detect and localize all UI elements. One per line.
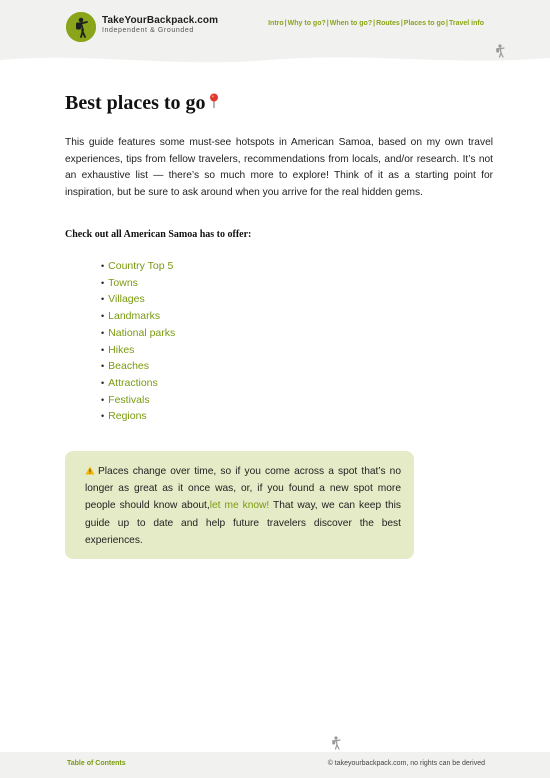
list-item [101, 375, 175, 392]
link-villages[interactable]: Villages [108, 293, 145, 306]
bullet: • [101, 394, 105, 405]
nav-separator: | [373, 20, 376, 27]
backpacker-logo-icon[interactable] [66, 12, 96, 42]
nav-separator: | [446, 20, 448, 27]
header-wave-divider [0, 50, 550, 72]
feedback-callout [65, 451, 414, 559]
list-item [101, 308, 175, 325]
bullet: • [101, 261, 105, 271]
bullet: • [101, 411, 105, 422]
link-national-parks[interactable]: National parks [108, 326, 176, 339]
link-festivals[interactable]: Festivals [108, 393, 150, 406]
bullet: • [101, 311, 105, 322]
list-item [101, 392, 175, 409]
top-nav [268, 20, 484, 27]
bullet: • [101, 377, 105, 388]
nav-item-when-to-go[interactable]: When to go? [329, 20, 373, 27]
bullet: • [101, 361, 105, 372]
brand-tagline: Independent & Grounded [102, 27, 194, 34]
link-towns[interactable]: Towns [108, 276, 138, 289]
callout-text-before: Places change over time, so if you come across a spot that’s no longer as great as it once was, or, if you found a new spot more people should know about, [85, 466, 401, 512]
hiker-icon [494, 44, 506, 58]
bullet: • [101, 344, 105, 355]
page-title-text: Best places to go [65, 92, 206, 114]
link-hikes[interactable]: Hikes [108, 343, 135, 356]
list-item [101, 291, 175, 308]
callout-text-after: That way, we can keep this guide up to date and help future travelers discover the best experiences. [85, 500, 401, 546]
callout-text [85, 463, 401, 549]
list-item [101, 258, 175, 275]
list-item [101, 408, 175, 425]
list-item [101, 325, 175, 342]
places-list [101, 258, 175, 425]
nav-item-intro[interactable]: Intro [268, 20, 284, 27]
nav-separator: | [326, 20, 329, 27]
list-item [101, 358, 175, 375]
intro-paragraph: This guide features some must-see hotspots in American Samoa, based on my own travel experiences, tips from fellow travelers, recommendations from locals, and/or research. It’s not an exhaustive list — there’s so much more to explore! Think of it as a starting point for inspiration, but be sure to ask around when you arrive for the real hidden gems. [65, 137, 493, 199]
nav-item-places-to-go[interactable]: Places to go [403, 20, 446, 27]
nav-item-travel-info[interactable]: Travel info [448, 20, 484, 27]
nav-separator: | [284, 20, 287, 27]
list-item [101, 342, 175, 359]
link-landmarks[interactable]: Landmarks [108, 310, 161, 323]
bullet: • [101, 327, 105, 338]
brand [102, 15, 218, 36]
table-of-contents-link[interactable]: Table of Contents [67, 760, 126, 767]
brand-name[interactable]: TakeYourBackpack.com [102, 15, 219, 26]
map-pin-icon [209, 93, 219, 109]
nav-item-routes[interactable]: Routes [376, 20, 400, 27]
copyright-notice: © takeyourbackpack.com, no rights can be derived [327, 760, 485, 767]
nav-item-why-to-go[interactable]: Why to go? [287, 20, 326, 27]
link-beaches[interactable]: Beaches [108, 360, 150, 373]
list-item [101, 275, 175, 292]
warning-icon [85, 466, 95, 475]
link-country-top-5[interactable]: Country Top 5 [108, 260, 174, 272]
bullet: • [101, 277, 105, 288]
hiker-icon [330, 736, 342, 750]
section-subheading: Check out all American Samoa has to offer: [65, 229, 252, 240]
nav-separator: | [400, 20, 403, 27]
link-attractions[interactable]: Attractions [108, 376, 158, 389]
page-title [65, 92, 219, 115]
let-me-know-link[interactable]: let me know! [209, 500, 270, 512]
bullet: • [101, 294, 105, 305]
link-regions[interactable]: Regions [108, 410, 147, 423]
